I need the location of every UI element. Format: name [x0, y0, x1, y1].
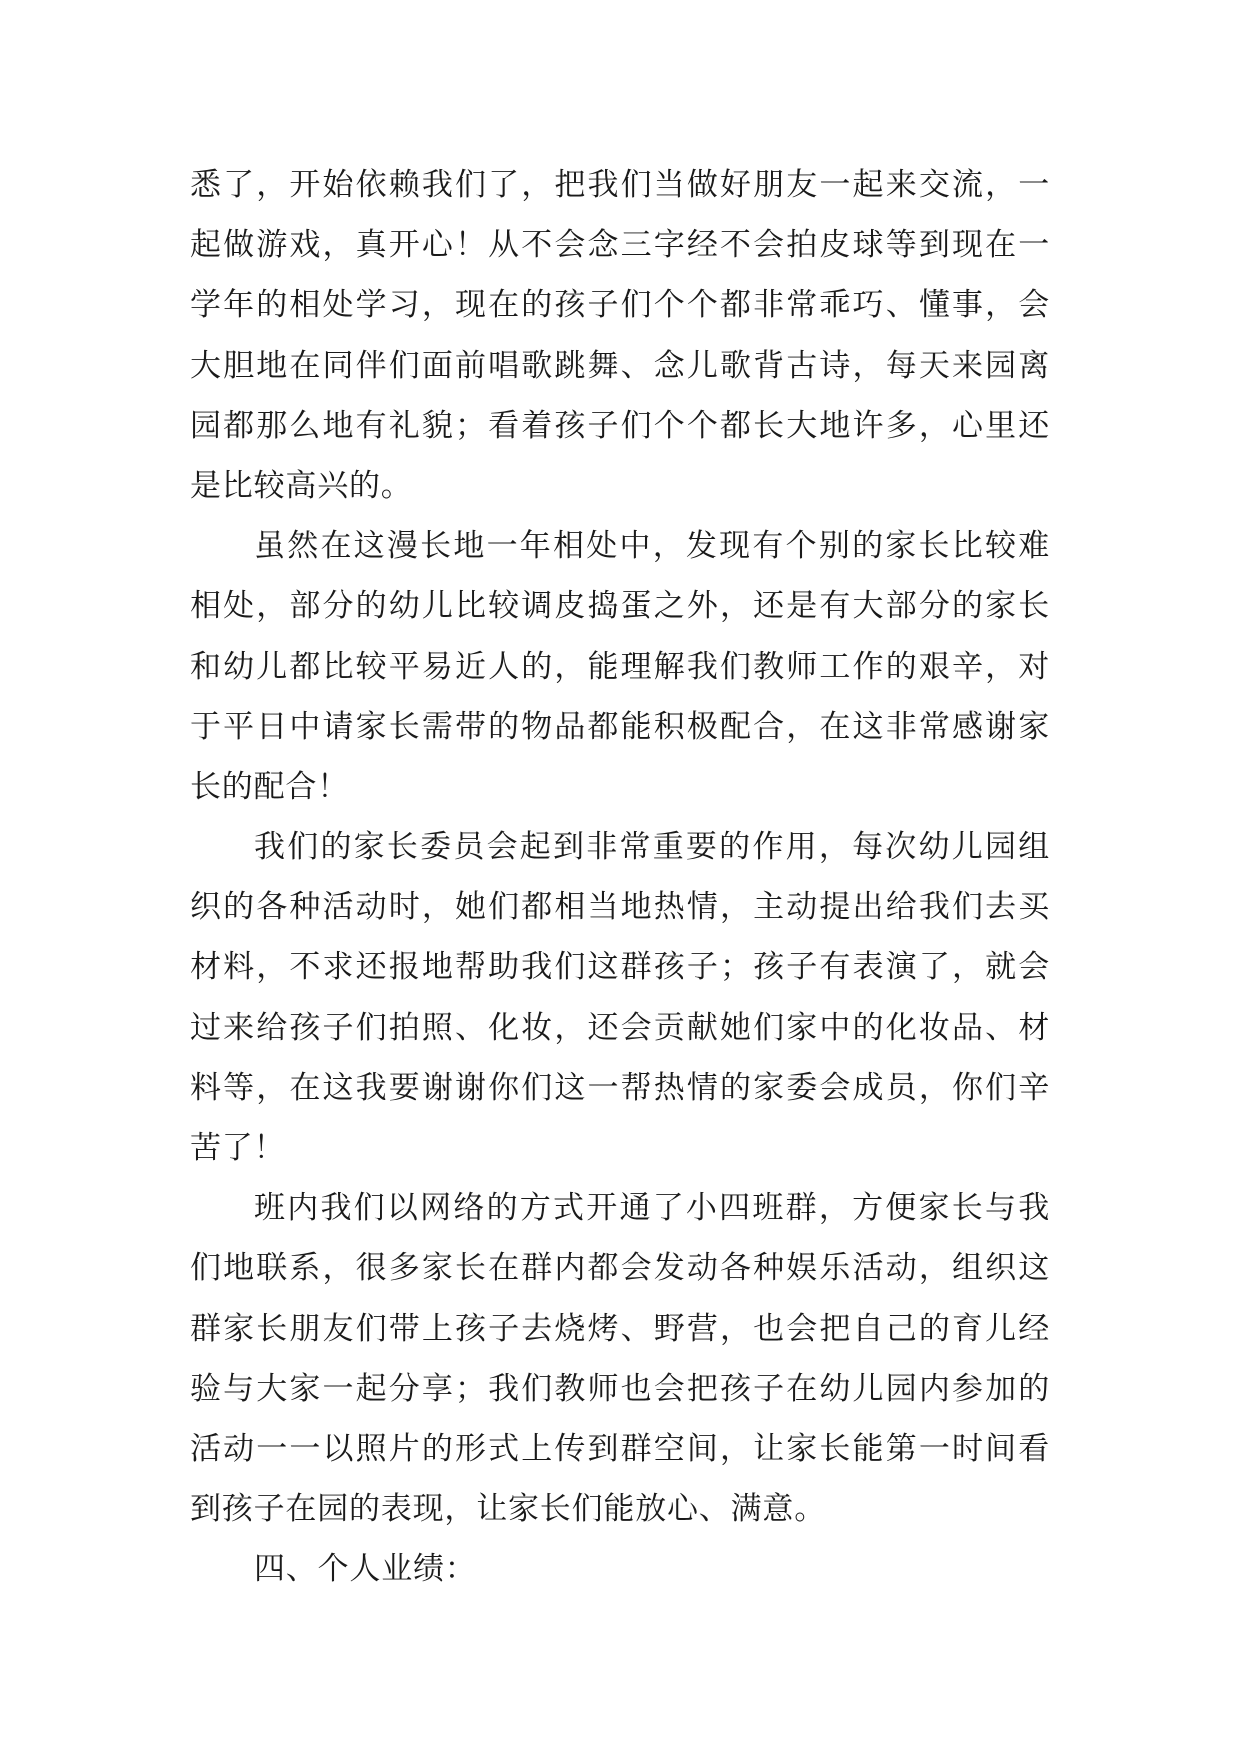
text-line: 和幼儿都比较平易近人的，能理解我们教师工作的艰辛，对: [190, 648, 1050, 685]
text-line: 园都那么地有礼貌；看着孩子们个个都长大地许多，心里还: [190, 407, 1050, 444]
text-line: 苦了！: [190, 1130, 286, 1166]
paragraph-3: [190, 817, 1050, 1178]
text-line: 学年的相处学习，现在的孩子们个个都非常乖巧、懂事，会: [190, 287, 1050, 324]
text-line: 悉了，开始依赖我们了，把我们当做好朋友一起来交流，一: [190, 167, 1050, 203]
text-line: 群家长朋友们带上孩子去烧烤、野营，也会把自己的育儿经: [190, 1310, 1050, 1347]
text-line: 虽然在这漫长地一年相处中，发现有个别的家长比较难: [254, 528, 1050, 565]
text-line: 到孩子在园的表现，让家长们能放心、满意。: [190, 1491, 826, 1528]
text-line: 大胆地在同伴们面前唱歌跳舞、念儿歌背古诗，每天来园离: [190, 347, 1050, 384]
text-line: 活动一一以照片的形式上传到群空间，让家长能第一时间看: [190, 1430, 1050, 1467]
text-line: 班内我们以网络的方式开通了小四班群，方便家长与我: [254, 1190, 1050, 1227]
text-line: 过来给孩子们拍照、化妆，还会贡献她们家中的化妆品、材: [190, 1009, 1050, 1046]
section-heading-personal-achievements: [190, 1539, 1050, 1599]
text-line: 相处，部分的幼儿比较调皮捣蛋之外，还是有大部分的家长: [190, 588, 1050, 625]
heading-line: 四、个人业绩：: [254, 1551, 477, 1588]
paragraph-4: [190, 1178, 1050, 1539]
text-line: 料等，在这我要谢谢你们这一帮热情的家委会成员，你们辛: [190, 1069, 1050, 1106]
text-line: 我们的家长委员会起到非常重要的作用，每次幼儿园组: [254, 829, 1050, 866]
text-line: 起做游戏，真开心！从不会念三字经不会拍皮球等到现在一: [190, 227, 1050, 264]
text-line: 织的各种活动时，她们都相当地热情，主动提出给我们去买: [190, 889, 1050, 926]
text-line: 验与大家一起分享；我们教师也会把孩子在幼儿园内参加的: [190, 1370, 1050, 1407]
text-line: 于平日中请家长需带的物品都能积极配合，在这非常感谢家: [190, 708, 1050, 745]
text-line: 是比较高兴的。: [190, 467, 413, 504]
paragraph-1: [190, 155, 1050, 516]
document-body: [190, 155, 1050, 1600]
paragraph-2: [190, 516, 1050, 817]
text-line: 们地联系，很多家长在群内都会发动各种娱乐活动，组织这: [190, 1250, 1050, 1287]
text-line: 材料，不求还报地帮助我们这群孩子；孩子有表演了，就会: [190, 949, 1050, 986]
text-line: 长的配合！: [190, 768, 349, 805]
